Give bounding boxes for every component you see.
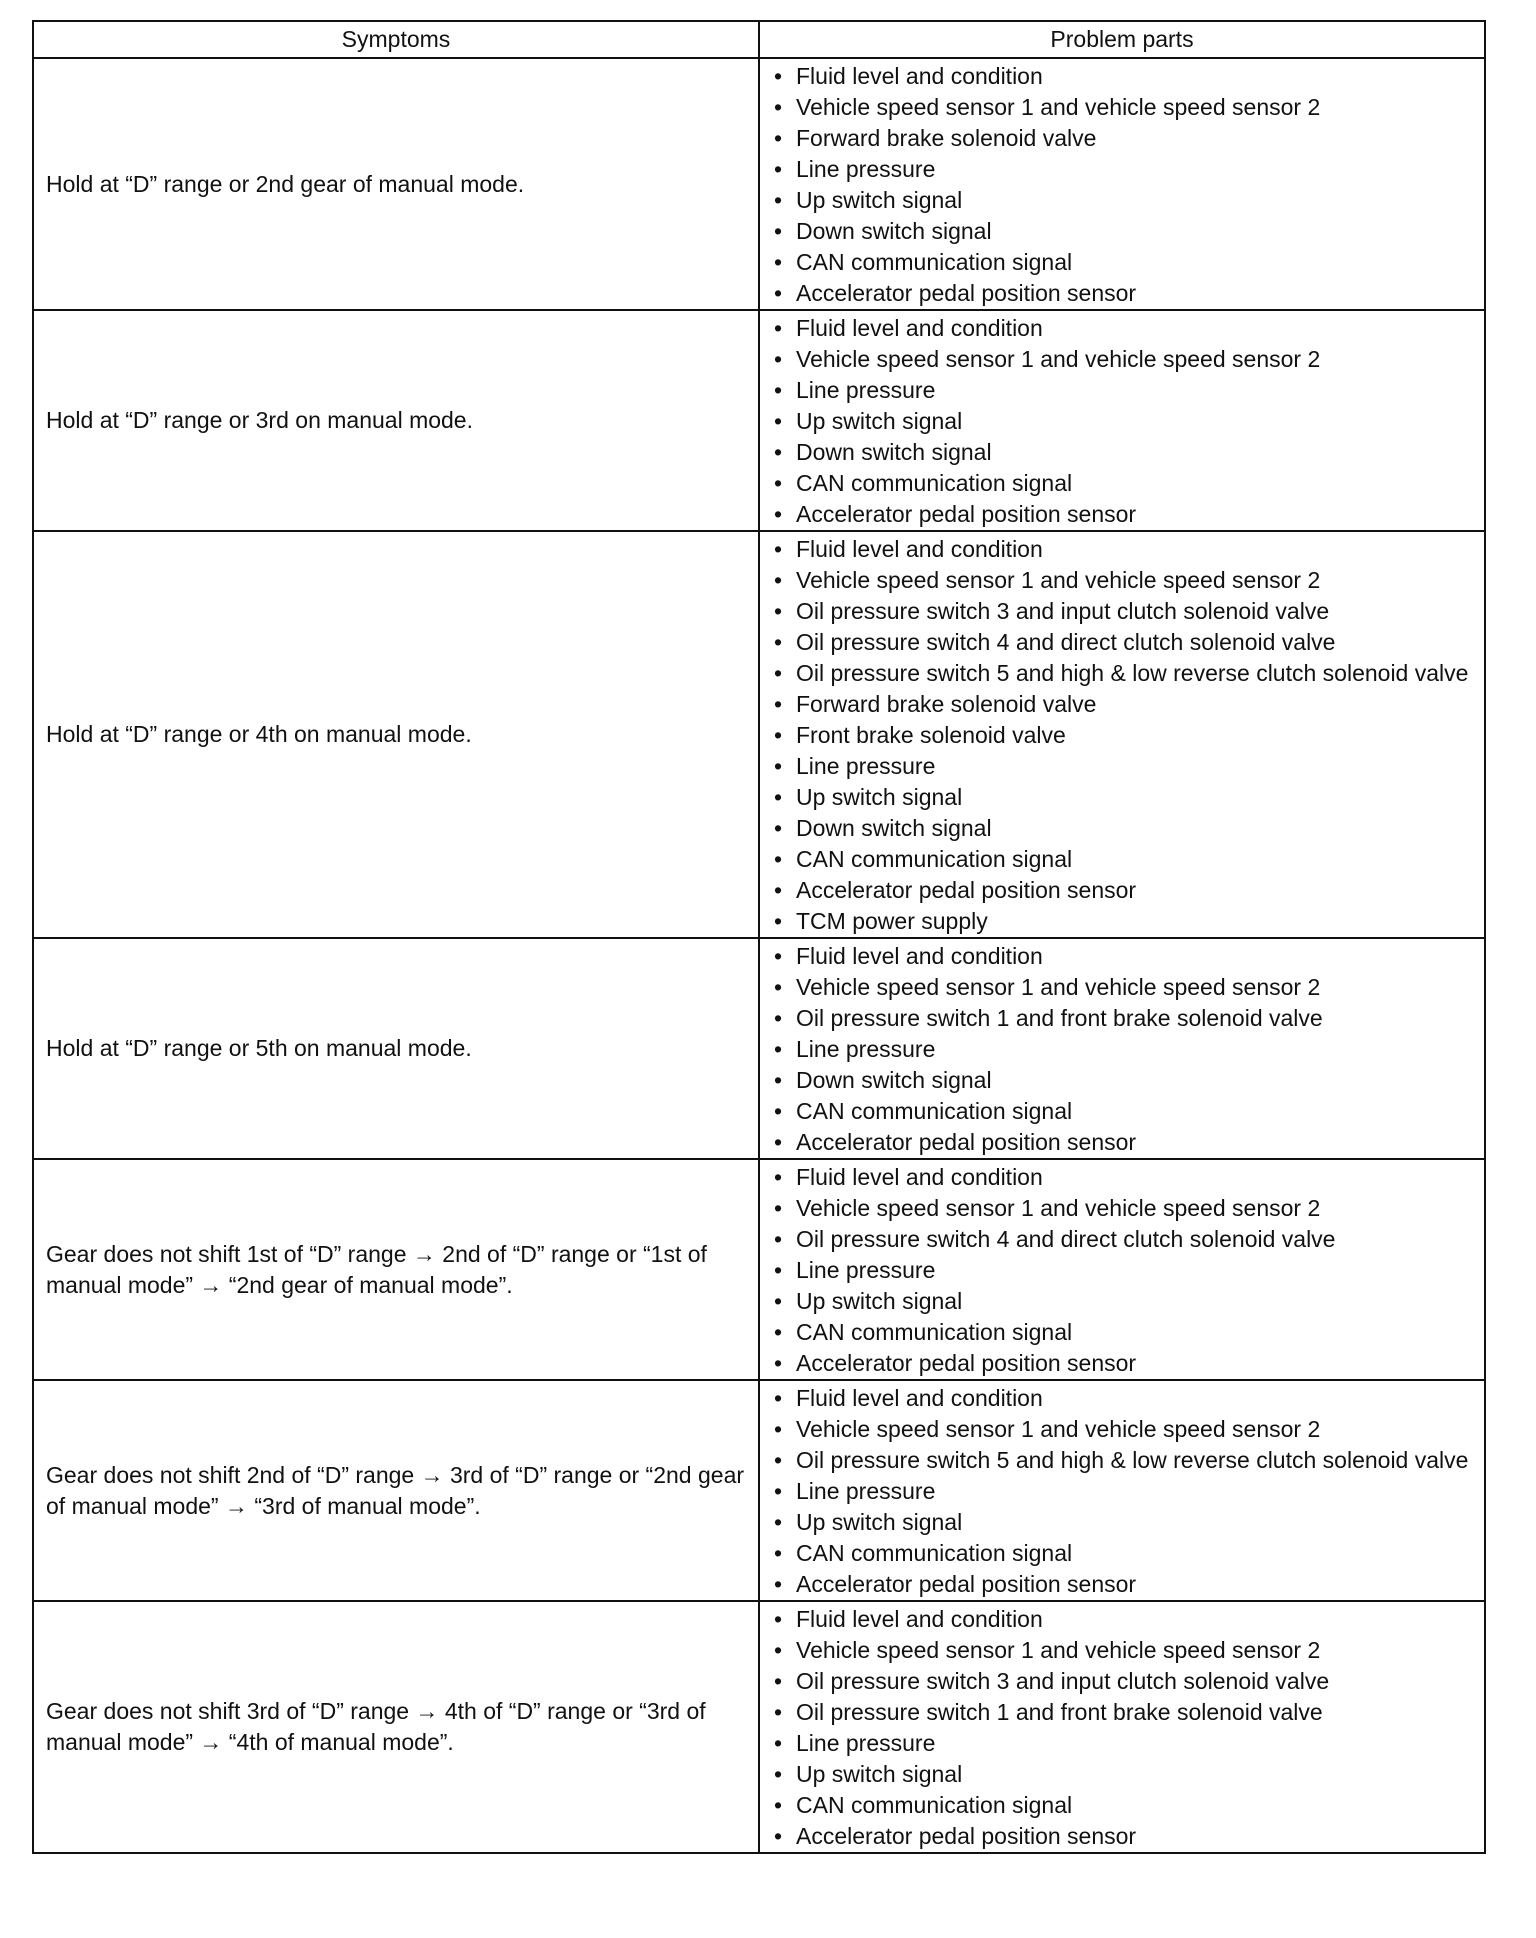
bullet-icon: • xyxy=(774,1226,783,1252)
problem-part-item xyxy=(770,437,1474,468)
table-row xyxy=(33,58,1485,310)
problem-part-text: Vehicle speed sensor 1 and vehicle speed sensor 2 xyxy=(796,974,1321,1000)
problem-part-item xyxy=(770,875,1474,906)
problem-part-text: Vehicle speed sensor 1 and vehicle speed sensor 2 xyxy=(796,1637,1321,1663)
problem-part-text: CAN communication signal xyxy=(796,470,1073,496)
problem-part-text: Fluid level and condition xyxy=(796,1385,1043,1411)
bullet-icon: • xyxy=(774,249,783,275)
problem-part-item xyxy=(770,468,1474,499)
problem-part-item xyxy=(770,972,1474,1003)
problem-part-item xyxy=(770,185,1474,216)
bullet-icon: • xyxy=(774,94,783,120)
problem-parts-list xyxy=(770,1383,1474,1600)
problem-part-item xyxy=(770,534,1474,565)
problem-part-item xyxy=(770,1127,1474,1158)
problem-part-item xyxy=(770,658,1474,689)
problem-part-text: Accelerator pedal position sensor xyxy=(796,877,1137,903)
bullet-icon: • xyxy=(774,598,783,624)
bullet-icon: • xyxy=(774,1098,783,1124)
problem-part-text: Up switch signal xyxy=(796,1288,963,1314)
problem-part-text: Up switch signal xyxy=(796,1509,963,1535)
problem-part-item xyxy=(770,1476,1474,1507)
bullet-icon: • xyxy=(774,315,783,341)
problem-part-item xyxy=(770,1728,1474,1759)
problem-part-text: CAN communication signal xyxy=(796,249,1073,275)
problem-part-text: Up switch signal xyxy=(796,784,963,810)
problem-part-text: Accelerator pedal position sensor xyxy=(796,1350,1137,1376)
bullet-icon: • xyxy=(774,63,783,89)
bullet-icon: • xyxy=(774,377,783,403)
problem-part-item xyxy=(770,344,1474,375)
bullet-icon: • xyxy=(774,1319,783,1345)
problem-parts-cell xyxy=(759,1601,1485,1853)
problem-part-item xyxy=(770,1317,1474,1348)
problem-parts-header: Problem parts xyxy=(759,21,1485,58)
problem-part-text: Oil pressure switch 3 and input clutch solenoid valve xyxy=(796,598,1330,624)
problem-part-text: Accelerator pedal position sensor xyxy=(796,1571,1137,1597)
problem-part-item xyxy=(770,406,1474,437)
bullet-icon: • xyxy=(774,722,783,748)
bullet-icon: • xyxy=(774,1668,783,1694)
problem-part-text: Fluid level and condition xyxy=(796,943,1043,969)
bullet-icon: • xyxy=(774,536,783,562)
problem-part-item xyxy=(770,1445,1474,1476)
bullet-icon: • xyxy=(774,660,783,686)
problem-part-item xyxy=(770,216,1474,247)
problem-part-item xyxy=(770,1096,1474,1127)
problem-part-text: Fluid level and condition xyxy=(796,63,1043,89)
problem-part-item xyxy=(770,689,1474,720)
bullet-icon: • xyxy=(774,1164,783,1190)
problem-part-item xyxy=(770,941,1474,972)
problem-part-text: Line pressure xyxy=(796,156,936,182)
bullet-icon: • xyxy=(774,1257,783,1283)
bullet-icon: • xyxy=(774,1478,783,1504)
problem-parts-cell xyxy=(759,938,1485,1159)
problem-part-item xyxy=(770,1034,1474,1065)
problem-parts-cell xyxy=(759,58,1485,310)
bullet-icon: • xyxy=(774,1288,783,1314)
problem-part-text: Accelerator pedal position sensor xyxy=(796,280,1137,306)
problem-part-item xyxy=(770,751,1474,782)
bullet-icon: • xyxy=(774,1761,783,1787)
bullet-icon: • xyxy=(774,1416,783,1442)
problem-part-item xyxy=(770,906,1474,937)
bullet-icon: • xyxy=(774,1730,783,1756)
problem-part-item xyxy=(770,1790,1474,1821)
bullet-icon: • xyxy=(774,1005,783,1031)
problem-parts-cell xyxy=(759,531,1485,938)
problem-part-item xyxy=(770,720,1474,751)
problem-part-text: Forward brake solenoid valve xyxy=(796,691,1097,717)
problem-part-item xyxy=(770,313,1474,344)
bullet-icon: • xyxy=(774,1540,783,1566)
problem-part-text: Line pressure xyxy=(796,1257,936,1283)
problem-part-item xyxy=(770,596,1474,627)
bullet-icon: • xyxy=(774,1699,783,1725)
problem-part-text: Oil pressure switch 5 and high & low reverse clutch solenoid valve xyxy=(796,1447,1469,1473)
problem-part-text: Down switch signal xyxy=(796,815,992,841)
bullet-icon: • xyxy=(774,1195,783,1221)
problem-parts-cell xyxy=(759,1159,1485,1380)
problem-part-text: Oil pressure switch 3 and input clutch solenoid valve xyxy=(796,1668,1330,1694)
problem-part-text: Up switch signal xyxy=(796,408,963,434)
problem-part-text: CAN communication signal xyxy=(796,1319,1073,1345)
bullet-icon: • xyxy=(774,691,783,717)
problem-part-item xyxy=(770,1507,1474,1538)
problem-part-item xyxy=(770,61,1474,92)
problem-parts-list xyxy=(770,1604,1474,1852)
problem-part-text: Fluid level and condition xyxy=(796,1606,1043,1632)
problem-part-item xyxy=(770,1697,1474,1728)
problem-part-item xyxy=(770,154,1474,185)
problem-part-text: Up switch signal xyxy=(796,187,963,213)
bullet-icon: • xyxy=(774,1067,783,1093)
problem-part-text: Accelerator pedal position sensor xyxy=(796,1129,1137,1155)
bullet-icon: • xyxy=(774,470,783,496)
problem-parts-cell xyxy=(759,1380,1485,1601)
bullet-icon: • xyxy=(774,280,783,306)
bullet-icon: • xyxy=(774,908,783,934)
problem-part-item xyxy=(770,1569,1474,1600)
table-body xyxy=(33,58,1485,1853)
bullet-icon: • xyxy=(774,974,783,1000)
problem-part-text: Vehicle speed sensor 1 and vehicle speed sensor 2 xyxy=(796,346,1321,372)
problem-part-text: Oil pressure switch 1 and front brake solenoid valve xyxy=(796,1699,1323,1725)
problem-part-item xyxy=(770,627,1474,658)
symptom-cell: Gear does not shift 3rd of “D” range → 4th of “D” range or “3rd of manual mode” → “4th of manual mode”. xyxy=(33,1601,759,1853)
symptoms-header: Symptoms xyxy=(33,21,759,58)
problem-part-text: TCM power supply xyxy=(796,908,988,934)
problem-part-text: Down switch signal xyxy=(796,1067,992,1093)
bullet-icon: • xyxy=(774,1129,783,1155)
bullet-icon: • xyxy=(774,125,783,151)
bullet-icon: • xyxy=(774,218,783,244)
problem-part-text: Vehicle speed sensor 1 and vehicle speed sensor 2 xyxy=(796,567,1321,593)
problem-part-text: CAN communication signal xyxy=(796,1098,1073,1124)
bullet-icon: • xyxy=(774,1823,783,1849)
problem-part-text: Line pressure xyxy=(796,753,936,779)
problem-part-item xyxy=(770,1193,1474,1224)
bullet-icon: • xyxy=(774,815,783,841)
table-header-row xyxy=(33,21,1485,58)
bullet-icon: • xyxy=(774,1637,783,1663)
bullet-icon: • xyxy=(774,784,783,810)
problem-parts-list xyxy=(770,534,1474,937)
problem-parts-list xyxy=(770,313,1474,530)
problem-part-item xyxy=(770,499,1474,530)
problem-part-text: Accelerator pedal position sensor xyxy=(796,501,1137,527)
problem-part-text: Vehicle speed sensor 1 and vehicle speed sensor 2 xyxy=(796,94,1321,120)
bullet-icon: • xyxy=(774,1350,783,1376)
bullet-icon: • xyxy=(774,1509,783,1535)
table-row xyxy=(33,938,1485,1159)
bullet-icon: • xyxy=(774,156,783,182)
problem-part-item xyxy=(770,1162,1474,1193)
problem-part-text: CAN communication signal xyxy=(796,1540,1073,1566)
problem-part-item xyxy=(770,375,1474,406)
problem-part-text: Accelerator pedal position sensor xyxy=(796,1823,1137,1849)
problem-part-text: Forward brake solenoid valve xyxy=(796,125,1097,151)
problem-part-item xyxy=(770,1255,1474,1286)
problem-part-text: Line pressure xyxy=(796,1478,936,1504)
problem-part-text: Oil pressure switch 5 and high & low reverse clutch solenoid valve xyxy=(796,660,1469,686)
problem-part-item xyxy=(770,1821,1474,1852)
problem-parts-list xyxy=(770,61,1474,309)
symptom-cell: Hold at “D” range or 5th on manual mode. xyxy=(33,938,759,1159)
bullet-icon: • xyxy=(774,1036,783,1062)
bullet-icon: • xyxy=(774,1385,783,1411)
problem-part-text: Down switch signal xyxy=(796,218,992,244)
bullet-icon: • xyxy=(774,1571,783,1597)
bullet-icon: • xyxy=(774,346,783,372)
bullet-icon: • xyxy=(774,187,783,213)
symptom-cell: Hold at “D” range or 3rd on manual mode. xyxy=(33,310,759,531)
problem-part-item xyxy=(770,565,1474,596)
problem-part-text: Fluid level and condition xyxy=(796,536,1043,562)
problem-part-item xyxy=(770,1414,1474,1445)
problem-part-item xyxy=(770,1635,1474,1666)
symptom-cell: Gear does not shift 2nd of “D” range → 3rd of “D” range or “2nd gear of manual mode” → “3rd of manual mode”. xyxy=(33,1380,759,1601)
table-row xyxy=(33,531,1485,938)
problem-part-text: Vehicle speed sensor 1 and vehicle speed sensor 2 xyxy=(796,1195,1321,1221)
problem-part-item xyxy=(770,1224,1474,1255)
bullet-icon: • xyxy=(774,1606,783,1632)
bullet-icon: • xyxy=(774,408,783,434)
problem-part-text: Fluid level and condition xyxy=(796,315,1043,341)
problem-part-text: Line pressure xyxy=(796,1036,936,1062)
bullet-icon: • xyxy=(774,753,783,779)
problem-part-item xyxy=(770,813,1474,844)
bullet-icon: • xyxy=(774,943,783,969)
problem-part-text: Vehicle speed sensor 1 and vehicle speed sensor 2 xyxy=(796,1416,1321,1442)
table-row xyxy=(33,1380,1485,1601)
problem-part-item xyxy=(770,247,1474,278)
symptoms-table xyxy=(32,20,1486,1854)
bullet-icon: • xyxy=(774,629,783,655)
symptom-cell: Gear does not shift 1st of “D” range → 2nd of “D” range or “1st of manual mode” → “2nd gear of manual mode”. xyxy=(33,1159,759,1380)
symptom-cell: Hold at “D” range or 2nd gear of manual mode. xyxy=(33,58,759,310)
problem-part-text: Fluid level and condition xyxy=(796,1164,1043,1190)
problem-part-item xyxy=(770,782,1474,813)
problem-part-text: Oil pressure switch 1 and front brake solenoid valve xyxy=(796,1005,1323,1031)
table-row xyxy=(33,1159,1485,1380)
problem-part-text: Oil pressure switch 4 and direct clutch solenoid valve xyxy=(796,629,1336,655)
problem-part-item xyxy=(770,1065,1474,1096)
problem-part-item xyxy=(770,1666,1474,1697)
symptom-cell: Hold at “D” range or 4th on manual mode. xyxy=(33,531,759,938)
problem-part-item xyxy=(770,278,1474,309)
problem-part-text: Front brake solenoid valve xyxy=(796,722,1066,748)
problem-parts-list xyxy=(770,941,1474,1158)
problem-parts-list xyxy=(770,1162,1474,1379)
problem-part-text: Down switch signal xyxy=(796,439,992,465)
problem-part-item xyxy=(770,1604,1474,1635)
problem-parts-cell xyxy=(759,310,1485,531)
problem-part-text: CAN communication signal xyxy=(796,846,1073,872)
bullet-icon: • xyxy=(774,846,783,872)
problem-part-item xyxy=(770,844,1474,875)
problem-part-item xyxy=(770,1538,1474,1569)
problem-part-text: Oil pressure switch 4 and direct clutch solenoid valve xyxy=(796,1226,1336,1252)
problem-part-item xyxy=(770,1003,1474,1034)
bullet-icon: • xyxy=(774,1792,783,1818)
bullet-icon: • xyxy=(774,1447,783,1473)
problem-part-text: Line pressure xyxy=(796,377,936,403)
problem-part-text: Up switch signal xyxy=(796,1761,963,1787)
problem-part-item xyxy=(770,1759,1474,1790)
table-row xyxy=(33,310,1485,531)
bullet-icon: • xyxy=(774,501,783,527)
problem-part-item xyxy=(770,1286,1474,1317)
bullet-icon: • xyxy=(774,877,783,903)
problem-part-text: CAN communication signal xyxy=(796,1792,1073,1818)
problem-part-item xyxy=(770,92,1474,123)
problem-part-item xyxy=(770,123,1474,154)
problem-part-item xyxy=(770,1383,1474,1414)
problem-part-text: Line pressure xyxy=(796,1730,936,1756)
bullet-icon: • xyxy=(774,567,783,593)
problem-part-item xyxy=(770,1348,1474,1379)
table-row xyxy=(33,1601,1485,1853)
bullet-icon: • xyxy=(774,439,783,465)
